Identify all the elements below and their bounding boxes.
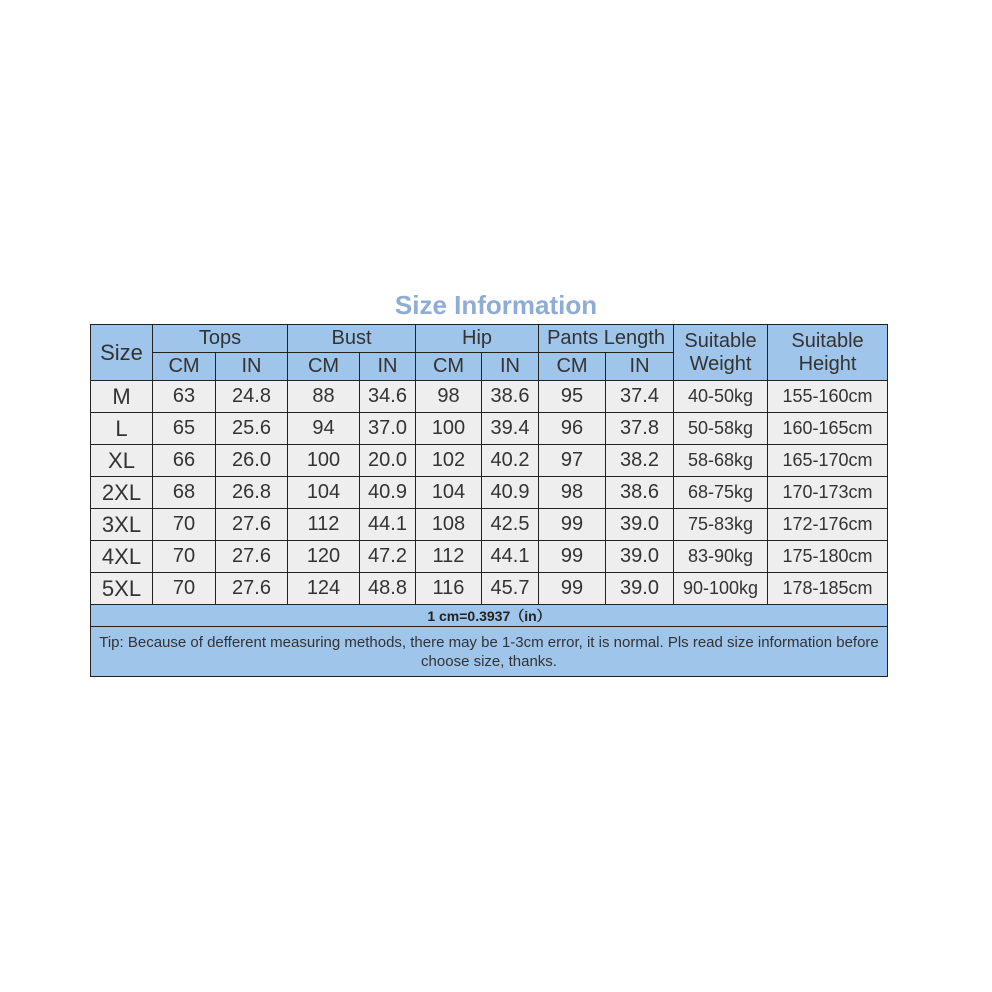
cell-pants-cm: 99 bbox=[539, 541, 606, 573]
header-hip: Hip bbox=[416, 325, 539, 353]
cell-pants-in: 39.0 bbox=[606, 541, 674, 573]
cell-bust-in: 40.9 bbox=[360, 477, 416, 509]
cell-tops-cm: 63 bbox=[153, 381, 216, 413]
header-bust-cm: CM bbox=[288, 353, 360, 381]
cell-weight: 58-68kg bbox=[674, 445, 768, 477]
cell-hip-in: 44.1 bbox=[482, 541, 539, 573]
cell-height: 172-176cm bbox=[768, 509, 888, 541]
cell-pants-cm: 99 bbox=[539, 573, 606, 605]
cell-bust-cm: 112 bbox=[288, 509, 360, 541]
cell-bust-in: 34.6 bbox=[360, 381, 416, 413]
cell-hip-cm: 112 bbox=[416, 541, 482, 573]
cell-bust-in: 44.1 bbox=[360, 509, 416, 541]
cell-hip-cm: 116 bbox=[416, 573, 482, 605]
header-suitable-height bbox=[768, 325, 888, 381]
cell-pants-in: 39.0 bbox=[606, 573, 674, 605]
cell-size: 2XL bbox=[91, 477, 153, 509]
cell-bust-cm: 88 bbox=[288, 381, 360, 413]
cell-bust-in: 47.2 bbox=[360, 541, 416, 573]
cell-height: 170-173cm bbox=[768, 477, 888, 509]
cell-size: 3XL bbox=[91, 509, 153, 541]
cell-height: 178-185cm bbox=[768, 573, 888, 605]
cell-tops-cm: 65 bbox=[153, 413, 216, 445]
cell-bust-in: 48.8 bbox=[360, 573, 416, 605]
cell-pants-in: 38.2 bbox=[606, 445, 674, 477]
header-bust: Bust bbox=[288, 325, 416, 353]
header-row-1 bbox=[91, 325, 888, 353]
header-hip-cm: CM bbox=[416, 353, 482, 381]
cell-hip-in: 42.5 bbox=[482, 509, 539, 541]
table-row bbox=[91, 413, 888, 445]
table-row bbox=[91, 509, 888, 541]
cell-bust-cm: 104 bbox=[288, 477, 360, 509]
cell-size: M bbox=[91, 381, 153, 413]
cell-tops-cm: 70 bbox=[153, 541, 216, 573]
header-height-line2: Height bbox=[798, 352, 857, 375]
cell-weight: 40-50kg bbox=[674, 381, 768, 413]
cell-bust-cm: 94 bbox=[288, 413, 360, 445]
cell-tops-cm: 66 bbox=[153, 445, 216, 477]
table-row bbox=[91, 381, 888, 413]
tip-row bbox=[91, 627, 888, 677]
table-row bbox=[91, 445, 888, 477]
cell-weight: 75-83kg bbox=[674, 509, 768, 541]
header-weight-line2: Weight bbox=[689, 352, 752, 375]
cell-height: 160-165cm bbox=[768, 413, 888, 445]
cell-tops-cm: 70 bbox=[153, 509, 216, 541]
table-row bbox=[91, 541, 888, 573]
cell-bust-in: 20.0 bbox=[360, 445, 416, 477]
cell-tops-cm: 70 bbox=[153, 573, 216, 605]
cell-hip-cm: 104 bbox=[416, 477, 482, 509]
header-hip-in: IN bbox=[482, 353, 539, 381]
header-height-line1: Suitable bbox=[791, 329, 864, 352]
cell-pants-cm: 99 bbox=[539, 509, 606, 541]
conversion-row bbox=[91, 605, 888, 627]
cell-pants-in: 37.8 bbox=[606, 413, 674, 445]
page-title: Size Information bbox=[394, 290, 598, 320]
cell-tops-cm: 68 bbox=[153, 477, 216, 509]
cell-pants-cm: 96 bbox=[539, 413, 606, 445]
cell-hip-in: 39.4 bbox=[482, 413, 539, 445]
header-bust-in: IN bbox=[360, 353, 416, 381]
cell-size: 4XL bbox=[91, 541, 153, 573]
cell-hip-in: 40.9 bbox=[482, 477, 539, 509]
cell-height: 175-180cm bbox=[768, 541, 888, 573]
table-row bbox=[91, 477, 888, 509]
cell-height: 165-170cm bbox=[768, 445, 888, 477]
cell-hip-cm: 98 bbox=[416, 381, 482, 413]
cell-pants-in: 38.6 bbox=[606, 477, 674, 509]
cell-tops-in: 25.6 bbox=[216, 413, 288, 445]
cell-pants-cm: 98 bbox=[539, 477, 606, 509]
header-size: Size bbox=[91, 325, 153, 381]
cell-bust-cm: 100 bbox=[288, 445, 360, 477]
conversion-note: 1 cm=0.3937（in） bbox=[91, 605, 888, 627]
header-tops-in: IN bbox=[216, 353, 288, 381]
header-pants-cm: CM bbox=[539, 353, 606, 381]
header-suitable-weight bbox=[674, 325, 768, 381]
cell-weight: 50-58kg bbox=[674, 413, 768, 445]
cell-size: XL bbox=[91, 445, 153, 477]
size-table bbox=[90, 324, 888, 677]
cell-hip-cm: 108 bbox=[416, 509, 482, 541]
cell-hip-in: 38.6 bbox=[482, 381, 539, 413]
cell-pants-in: 39.0 bbox=[606, 509, 674, 541]
cell-size: L bbox=[91, 413, 153, 445]
header-tops-cm: CM bbox=[153, 353, 216, 381]
cell-weight: 68-75kg bbox=[674, 477, 768, 509]
cell-bust-cm: 124 bbox=[288, 573, 360, 605]
cell-height: 155-160cm bbox=[768, 381, 888, 413]
cell-hip-in: 40.2 bbox=[482, 445, 539, 477]
cell-hip-in: 45.7 bbox=[482, 573, 539, 605]
cell-tops-in: 27.6 bbox=[216, 573, 288, 605]
cell-weight: 90-100kg bbox=[674, 573, 768, 605]
cell-hip-cm: 102 bbox=[416, 445, 482, 477]
tip-note: Tip: Because of defferent measuring methods, there may be 1-3cm error, it is normal. Pls read size information before choose size, thanks. bbox=[91, 627, 888, 677]
cell-bust-in: 37.0 bbox=[360, 413, 416, 445]
cell-tops-in: 26.0 bbox=[216, 445, 288, 477]
cell-tops-in: 27.6 bbox=[216, 541, 288, 573]
cell-pants-in: 37.4 bbox=[606, 381, 674, 413]
header-weight-line1: Suitable bbox=[684, 329, 757, 352]
cell-tops-in: 24.8 bbox=[216, 381, 288, 413]
cell-pants-cm: 95 bbox=[539, 381, 606, 413]
cell-hip-cm: 100 bbox=[416, 413, 482, 445]
cell-weight: 83-90kg bbox=[674, 541, 768, 573]
header-pants-length: Pants Length bbox=[539, 325, 674, 353]
header-pants-in: IN bbox=[606, 353, 674, 381]
cell-pants-cm: 97 bbox=[539, 445, 606, 477]
cell-size: 5XL bbox=[91, 573, 153, 605]
header-tops: Tops bbox=[153, 325, 288, 353]
table-row bbox=[91, 573, 888, 605]
cell-bust-cm: 120 bbox=[288, 541, 360, 573]
cell-tops-in: 27.6 bbox=[216, 509, 288, 541]
cell-tops-in: 26.8 bbox=[216, 477, 288, 509]
